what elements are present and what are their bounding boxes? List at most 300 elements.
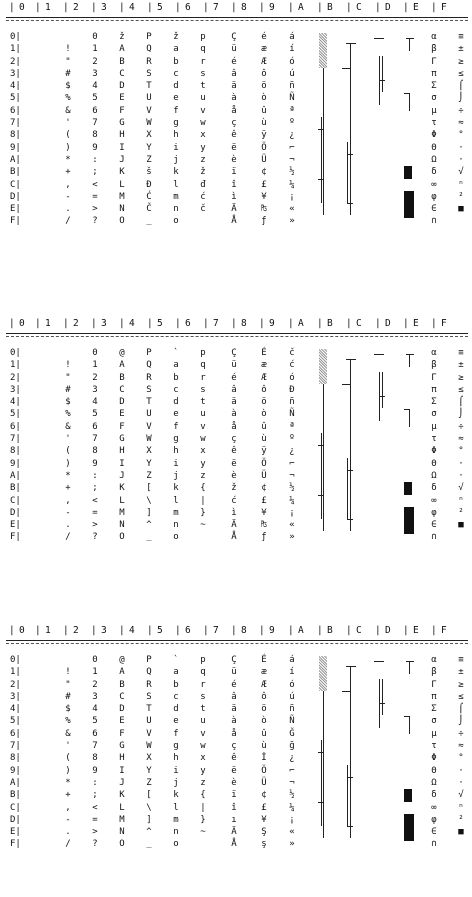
char-cell: ò <box>261 93 267 104</box>
char-cell: ¡ <box>289 814 295 825</box>
table-row <box>6 777 468 789</box>
char-cell: ∩ <box>431 532 437 543</box>
header-separator: | <box>346 2 352 13</box>
char-cell: M <box>119 507 125 518</box>
char-cell: Y <box>146 142 152 153</box>
char-cell: T <box>146 704 152 715</box>
column-label: 8 <box>241 2 247 13</box>
box-horizontal-glyph <box>318 179 324 180</box>
char-cell: τ <box>431 741 437 752</box>
char-cell: o <box>173 532 179 543</box>
char-cell: < <box>92 802 98 813</box>
char-cell: ² <box>458 191 464 202</box>
char-cell: r <box>200 372 206 383</box>
char-cell: Ç <box>231 32 237 42</box>
row-label: 0| <box>10 655 21 665</box>
table-row <box>6 129 468 141</box>
column-label: E <box>413 625 419 636</box>
header-separator: | <box>346 318 352 329</box>
box-horizontal-glyph <box>404 409 410 410</box>
header-separator: | <box>231 625 237 636</box>
row-label: 7| <box>10 118 21 129</box>
char-cell: ñ <box>289 397 295 408</box>
charset-table-2 <box>6 318 468 590</box>
char-cell: ~ <box>200 827 206 838</box>
table-row <box>6 347 468 359</box>
char-cell: à <box>231 716 237 727</box>
column-label: 7 <box>213 625 219 636</box>
char-cell: Q <box>146 667 152 678</box>
box-horizontal-glyph <box>318 445 324 446</box>
char-cell: ¿ <box>289 753 295 764</box>
char-cell: ⌡ <box>458 93 464 104</box>
table-row <box>6 802 468 814</box>
char-cell: @ <box>119 348 125 358</box>
char-cell: p <box>200 655 206 665</box>
char-cell: h <box>173 446 179 457</box>
column-label: 4 <box>129 625 135 636</box>
header-divider-dashed <box>6 20 468 21</box>
row-label: 4| <box>10 704 21 715</box>
char-cell: Σ <box>431 704 437 715</box>
char-cell: · <box>458 765 464 776</box>
header-separator: | <box>147 318 153 329</box>
solid-block-glyph <box>404 814 414 841</box>
char-cell: ~ <box>200 520 206 531</box>
header-separator: | <box>175 625 181 636</box>
column-label: D <box>385 2 391 13</box>
char-cell: ° <box>458 753 464 764</box>
header-separator: | <box>147 625 153 636</box>
row-label: F| <box>10 216 21 227</box>
char-cell: 9 <box>92 458 98 469</box>
char-cell: 2 <box>92 56 98 67</box>
char-cell: σ <box>431 716 437 727</box>
char-cell: Ü <box>261 470 267 481</box>
char-cell: ï <box>231 167 237 178</box>
char-cell: z <box>200 470 206 481</box>
char-cell: ö <box>261 397 267 408</box>
char-cell: ä <box>231 397 237 408</box>
char-cell: Ω <box>431 470 437 481</box>
box-vertical-glyph <box>409 93 410 111</box>
char-cell: ¡ <box>289 507 295 518</box>
char-cell: ₧ <box>261 520 267 531</box>
box-horizontal-glyph <box>406 38 414 39</box>
char-cell: ( <box>65 130 71 141</box>
column-label: 9 <box>269 625 275 636</box>
header-separator: | <box>175 318 181 329</box>
char-cell: < <box>92 179 98 190</box>
char-cell: 1 <box>92 44 98 55</box>
column-label: 1 <box>45 2 51 13</box>
char-cell: ¥ <box>261 507 267 518</box>
char-cell: X <box>146 446 152 457</box>
char-cell: A <box>119 667 125 678</box>
char-cell: ≈ <box>458 434 464 445</box>
char-cell: Ñ <box>289 409 295 420</box>
char-cell: e <box>173 716 179 727</box>
char-cell: ç <box>231 741 237 752</box>
char-cell: u <box>200 716 206 727</box>
header-separator: | <box>403 2 409 13</box>
char-cell: Z <box>146 470 152 481</box>
char-cell: ∞ <box>431 802 437 813</box>
char-cell: w <box>200 118 206 129</box>
char-cell: 4 <box>92 704 98 715</box>
char-cell: * <box>65 777 71 788</box>
char-cell: ÷ <box>458 105 464 116</box>
char-cell: n <box>173 520 179 531</box>
solid-block-glyph <box>404 789 412 801</box>
char-cell: å <box>231 728 237 739</box>
column-label: 1 <box>45 318 51 329</box>
row-label: B| <box>10 483 21 494</box>
char-cell: ∈ <box>431 827 437 838</box>
box-horizontal-glyph <box>318 495 324 496</box>
char-cell: O <box>119 839 125 850</box>
header-separator: | <box>119 2 125 13</box>
char-cell: x <box>200 446 206 457</box>
table-row <box>6 531 468 543</box>
column-label: B <box>327 625 333 636</box>
char-cell: 8 <box>92 753 98 764</box>
char-cell: Σ <box>431 81 437 92</box>
table-row <box>6 715 468 727</box>
table-row <box>6 519 468 531</box>
char-cell: W <box>146 118 152 129</box>
column-label: 2 <box>73 318 79 329</box>
char-cell: ö <box>261 704 267 715</box>
char-cell: , <box>65 495 71 506</box>
row-label: 9| <box>10 142 21 153</box>
box-vertical-glyph <box>382 56 383 93</box>
solid-block-glyph <box>404 507 414 534</box>
column-label: 6 <box>185 318 191 329</box>
char-cell: ¥ <box>261 191 267 202</box>
char-cell: | <box>200 495 206 506</box>
column-label: 3 <box>101 625 107 636</box>
char-cell: 6 <box>92 105 98 116</box>
char-cell: j <box>173 470 179 481</box>
char-cell: æ <box>261 44 267 55</box>
header-separator: | <box>35 625 41 636</box>
row-label: 1| <box>10 44 21 55</box>
column-label: 5 <box>157 625 163 636</box>
char-cell: m <box>173 507 179 518</box>
char-cell: ⌠ <box>458 397 464 408</box>
header-separator: | <box>203 318 209 329</box>
column-label: 6 <box>185 2 191 13</box>
char-cell: æ <box>261 360 267 371</box>
char-cell: d <box>173 81 179 92</box>
char-cell: ⌡ <box>458 409 464 420</box>
char-cell: ô <box>261 384 267 395</box>
char-cell: ⁿ <box>458 495 464 506</box>
char-cell: ¢ <box>261 483 267 494</box>
column-label: 3 <box>101 318 107 329</box>
char-cell: « <box>289 827 295 838</box>
char-cell: , <box>65 802 71 813</box>
char-cell: Ä <box>231 204 237 215</box>
char-cell: R <box>146 56 152 67</box>
char-cell: D <box>119 81 125 92</box>
table-row <box>6 166 468 178</box>
box-horizontal-glyph <box>342 68 350 69</box>
char-cell: B <box>119 372 125 383</box>
char-cell: E <box>119 409 125 420</box>
charset-table-1 <box>6 2 468 274</box>
char-cell: Γ <box>431 372 437 383</box>
char-cell: δ <box>431 167 437 178</box>
char-cell: ë <box>231 142 237 153</box>
char-cell: √ <box>458 167 464 178</box>
char-cell: B <box>119 679 125 690</box>
char-cell: ∩ <box>431 216 437 227</box>
char-cell: v <box>200 728 206 739</box>
char-cell: α <box>431 348 437 358</box>
char-cell: T <box>146 81 152 92</box>
table-row <box>6 359 468 371</box>
char-cell: ¼ <box>289 179 295 190</box>
char-cell: v <box>200 421 206 432</box>
char-cell: m <box>173 814 179 825</box>
char-cell: Z <box>146 777 152 788</box>
table-row <box>6 495 468 507</box>
char-cell: ≤ <box>458 384 464 395</box>
char-cell: r <box>200 56 206 67</box>
char-cell: í <box>289 44 295 55</box>
char-cell: Σ <box>431 397 437 408</box>
char-cell: C <box>119 691 125 702</box>
table-row <box>6 179 468 191</box>
char-cell: @ <box>119 655 125 665</box>
column-label: 7 <box>213 318 219 329</box>
char-cell: l <box>173 179 179 190</box>
table-row <box>6 396 468 408</box>
column-label: E <box>413 2 419 13</box>
char-cell: ü <box>231 360 237 371</box>
char-cell: æ <box>261 667 267 678</box>
row-label: D| <box>10 191 21 202</box>
char-cell: = <box>92 191 98 202</box>
char-cell: σ <box>431 409 437 420</box>
table-row <box>6 789 468 801</box>
char-cell: K <box>119 790 125 801</box>
column-label: 1 <box>45 625 51 636</box>
character-grid <box>6 31 468 228</box>
char-cell: f <box>173 728 179 739</box>
char-cell: ≡ <box>458 32 464 42</box>
char-cell: ç <box>231 118 237 129</box>
char-cell: & <box>65 105 71 116</box>
char-cell: 3 <box>92 68 98 79</box>
char-cell: E <box>119 93 125 104</box>
char-cell: O <box>119 216 125 227</box>
table-row <box>6 105 468 117</box>
char-cell: ½ <box>289 483 295 494</box>
char-cell: l <box>173 802 179 813</box>
char-cell: î <box>231 179 237 190</box>
row-label: C| <box>10 802 21 813</box>
char-cell: k <box>173 167 179 178</box>
char-cell: 4 <box>92 81 98 92</box>
char-cell: ∞ <box>431 179 437 190</box>
char-cell: % <box>65 409 71 420</box>
char-cell: J <box>119 470 125 481</box>
char-cell: š <box>146 167 152 178</box>
solid-block-glyph <box>404 482 412 494</box>
char-cell: ù <box>261 741 267 752</box>
box-horizontal-glyph <box>342 384 350 385</box>
box-vertical-glyph <box>409 354 410 366</box>
char-cell: Ç <box>231 348 237 358</box>
box-vertical-glyph <box>382 679 383 716</box>
char-cell: 1 <box>92 360 98 371</box>
char-cell: µ <box>431 421 437 432</box>
column-label: 6 <box>185 625 191 636</box>
char-cell: - <box>65 191 71 202</box>
char-cell: 8 <box>92 130 98 141</box>
char-cell: $ <box>65 397 71 408</box>
char-cell: ∩ <box>431 839 437 850</box>
row-label: A| <box>10 470 21 481</box>
table-row <box>6 408 468 420</box>
row-label: 6| <box>10 421 21 432</box>
char-cell: c <box>173 384 179 395</box>
char-cell: ! <box>65 44 71 55</box>
char-cell: ¬ <box>289 470 295 481</box>
table-row <box>6 482 468 494</box>
char-cell: è <box>231 777 237 788</box>
box-horizontal-glyph <box>347 826 353 827</box>
char-cell: H <box>119 753 125 764</box>
row-label: 9| <box>10 458 21 469</box>
char-cell: ⌡ <box>458 716 464 727</box>
char-cell: Ğ <box>289 728 295 739</box>
char-cell: A <box>119 44 125 55</box>
char-cell: g <box>173 741 179 752</box>
char-cell: j <box>173 777 179 788</box>
column-header <box>6 2 468 16</box>
header-separator: | <box>403 318 409 329</box>
char-cell: φ <box>431 191 437 202</box>
char-cell: 0 <box>92 348 98 358</box>
char-cell: z <box>200 154 206 165</box>
char-cell: ğ <box>289 741 295 752</box>
box-vertical-glyph <box>347 458 348 520</box>
table-row <box>6 31 468 43</box>
header-separator: | <box>288 318 294 329</box>
char-cell: Φ <box>431 446 437 457</box>
char-cell: _ <box>146 216 152 227</box>
char-cell: p <box>200 32 206 42</box>
header-separator: | <box>375 625 381 636</box>
char-cell: 8 <box>92 446 98 457</box>
table-row <box>6 728 468 740</box>
header-separator: | <box>346 625 352 636</box>
char-cell: Ω <box>431 154 437 165</box>
row-label: 6| <box>10 728 21 739</box>
char-cell: π <box>431 384 437 395</box>
char-cell: X <box>146 753 152 764</box>
char-cell: á <box>289 655 295 665</box>
row-label: E| <box>10 520 21 531</box>
char-cell: x <box>200 753 206 764</box>
header-separator: | <box>175 2 181 13</box>
char-cell: ô <box>261 691 267 702</box>
box-horizontal-glyph <box>347 470 353 471</box>
table-row <box>6 421 468 433</box>
box-vertical-glyph <box>409 716 410 734</box>
char-cell: U <box>146 93 152 104</box>
char-cell: Č <box>146 204 152 215</box>
char-cell: ≥ <box>458 372 464 383</box>
char-cell: Đ <box>146 179 152 190</box>
char-cell: y <box>200 458 206 469</box>
character-grid <box>6 347 468 544</box>
char-cell: i <box>173 458 179 469</box>
char-cell: S <box>146 691 152 702</box>
char-cell: δ <box>431 790 437 801</box>
char-cell: : <box>92 154 98 165</box>
char-cell: ( <box>65 446 71 457</box>
char-cell: ı <box>231 814 237 825</box>
char-cell: F <box>119 728 125 739</box>
char-cell: ^ <box>146 520 152 531</box>
char-cell: ú <box>289 691 295 702</box>
char-cell: R <box>146 679 152 690</box>
box-vertical-glyph <box>350 666 351 838</box>
char-cell: " <box>65 372 71 383</box>
row-label: 8| <box>10 446 21 457</box>
char-cell: í <box>289 667 295 678</box>
row-label: 2| <box>10 372 21 383</box>
char-cell: y <box>200 142 206 153</box>
char-cell: Å <box>231 839 237 850</box>
char-cell: ? <box>92 532 98 543</box>
char-cell: y <box>200 765 206 776</box>
box-vertical-glyph <box>347 142 348 204</box>
box-horizontal-glyph <box>318 752 324 753</box>
char-cell: ž <box>119 32 125 42</box>
char-cell: ■ <box>458 520 464 531</box>
char-cell: ñ <box>289 81 295 92</box>
char-cell: é <box>231 679 237 690</box>
row-label: 4| <box>10 81 21 92</box>
char-cell: ô <box>261 68 267 79</box>
row-label: 5| <box>10 716 21 727</box>
char-cell: İ <box>261 753 267 764</box>
char-cell: a <box>173 44 179 55</box>
char-cell: Γ <box>431 679 437 690</box>
char-cell: B <box>119 56 125 67</box>
table-row <box>6 814 468 826</box>
char-cell: å <box>231 421 237 432</box>
row-label: A| <box>10 154 21 165</box>
char-cell: ` <box>173 655 179 665</box>
char-cell: V <box>146 105 152 116</box>
char-cell: µ <box>431 728 437 739</box>
header-separator: | <box>35 318 41 329</box>
char-cell: ² <box>458 814 464 825</box>
char-cell: ) <box>65 458 71 469</box>
char-cell: _ <box>146 839 152 850</box>
box-horizontal-glyph <box>374 354 384 355</box>
char-cell: L <box>119 802 125 813</box>
char-cell: Ä <box>231 827 237 838</box>
char-cell: - <box>65 814 71 825</box>
